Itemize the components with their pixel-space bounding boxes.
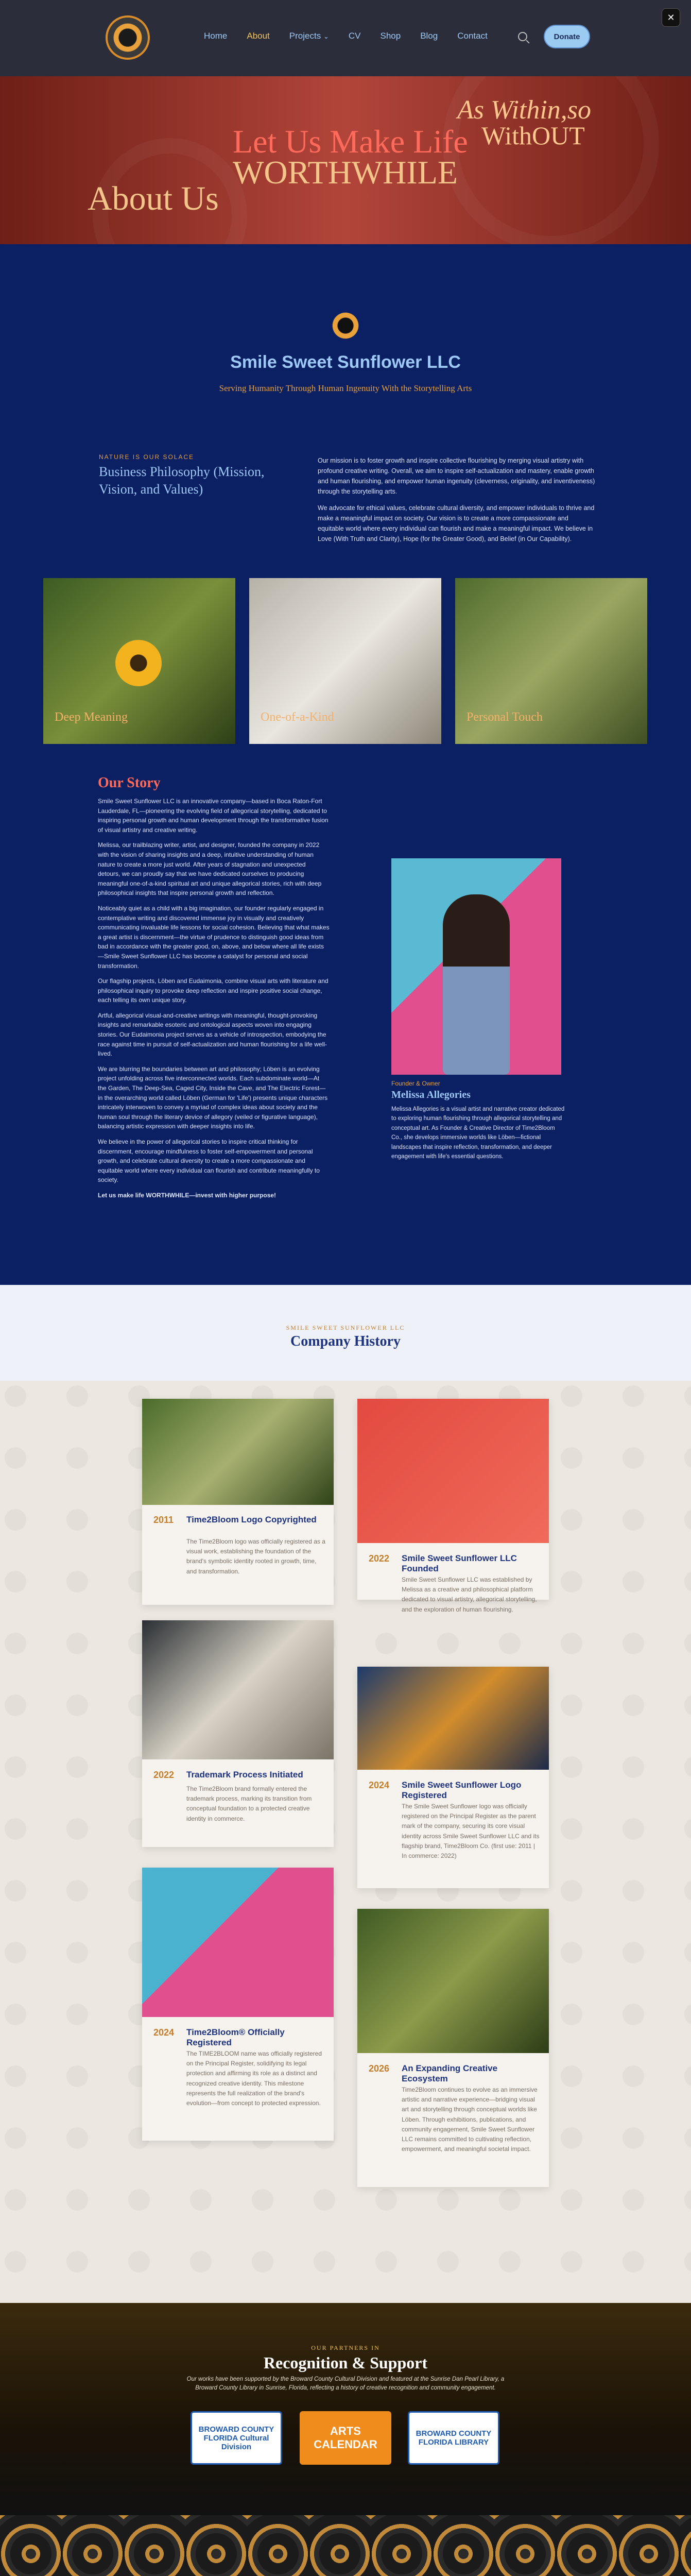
timeline-title: Smile Sweet Sunflower Logo Registered [402, 1780, 522, 1800]
story-paragraph: Artful, allegorical visual-and-creative writings with meaningful, thought-provoking insights and remarkable esoteric and ontological aspects woven into engaging stories. Our Eudaimonia project serves as a vehicle of introspection, embodying the race against time in pursuit of self-actualization and human flourishing for a life well-lived. [98, 1011, 327, 1058]
history-header [0, 1285, 691, 1381]
timeline-desc: The TIME2BLOOM name was officially registered on the Principal Register, solidifying its legal protection and affirming its role as a distinct and recognized creative identity. This milestone represents the full realization of the brand's evolution—from concept to protected expression. [186, 2050, 322, 2107]
nav-projects-label: Projects [289, 31, 321, 41]
partner-logo-text: BROWARD COUNTY FLORIDA Cultural Division [198, 2425, 274, 2451]
partner-logo-text: BROWARD COUNTY FLORIDA LIBRARY [416, 2429, 492, 2447]
hero-banner [0, 76, 691, 244]
timeline-card [357, 1909, 549, 2187]
founder-kicker: Founder & Owner [391, 1080, 440, 1087]
value-card-caption: One-of-a-Kind [261, 710, 334, 724]
value-card[interactable] [43, 578, 235, 744]
nav-contact[interactable]: Contact [457, 31, 488, 41]
timeline-desc: The Time2Bloom logo was officially registered as a visual work, establishing the foundation of the brand's symbolic identity rooted in growth, time, and transformation. [186, 1538, 325, 1575]
timeline-title: Trademark Process Initiated [186, 1770, 303, 1780]
main-nav [204, 31, 507, 41]
story-heading: Our Story [98, 775, 161, 791]
recognition-heading: Recognition & Support [263, 2353, 428, 2372]
timeline-card [142, 1620, 334, 1847]
timeline-photo [142, 1399, 334, 1505]
story-paragraph: Noticeably quiet as a child with a big imagination, our founder regularly engaged in contemplative writing and discovered immense joy in visually and creatively communicating invaluable life lessons for social cohesion. Believing that what makes a great artist is discernment—the virtue of prudence to distinguish good ideas from bad in accordance with the greater good, on, above, and below where all life exists—Smile Sweet Sunflower LLC has become a catalyst for personal and social transformation. [98, 904, 330, 970]
story-paragraph: We believe in the power of allegorical stories to inspire critical thinking for discernment, encourage mindfulness to foster self-empowerment and personal growth, and celebrate cultural diversity to create a more compassionate and equitable world where every individual can flourish and contribute meaningfully to society. [98, 1138, 320, 1184]
company-subtitle: Serving Humanity Through Human Ingenuity With the Storytelling Arts [219, 383, 472, 393]
timeline-title: Time2Bloom® Officially Registered [186, 2027, 285, 2047]
founder-name: Melissa Allegories [391, 1089, 471, 1100]
recognition-section [0, 2303, 691, 2515]
timeline-photo [142, 1620, 334, 1759]
hero-line-1: Let Us Make Life [233, 123, 468, 160]
nav-about[interactable]: About [247, 31, 270, 41]
story-paragraph: Our flagship projects, Löben and Eudaimonia, combine visual arts with literature and philosophical inquiry to provoke deep reflection and inspire positive social change, each telling its own unique story. [98, 977, 329, 1004]
broward-library-logo[interactable] [408, 2411, 499, 2465]
recognition-text: Our works have been supported by the Broward County Cultural Division and featured at the Sunrise Dan Pearl Library, a Broward County Library in Sunrise, Florida, reflecting a history of creative recognition and community engagement. [186, 2376, 505, 2392]
nav-home[interactable]: Home [204, 31, 228, 41]
timeline-photo [357, 1909, 549, 2053]
story-paragraph: Melissa, our trailblazing writer, artist, and designer, founded the company in 2022 with the vision of sharing insights and a deep, intuitive understanding of human nature to create a more just world. After years of stagnation and unexpected detours, we can proudly say that we have dedicated ourselves to producing meaningful one-of-a-kind spiritual art and unique allegorical stories, rich with deep philosophical insights that inspire personal growth and reflection. [98, 841, 322, 897]
timeline-photo [142, 1868, 334, 2017]
timeline-card [357, 1399, 549, 1613]
sunflower-photo [115, 640, 162, 686]
value-card-caption: Deep Meaning [55, 710, 128, 724]
company-title: Smile Sweet Sunflower LLC [230, 352, 461, 372]
hero-line-2: WORTHWHILE [233, 154, 458, 191]
timeline-year: 2024 [369, 1780, 390, 1790]
search-icon[interactable] [518, 32, 527, 41]
founder-bio: Melissa Allegories is a visual artist and narrative creator dedicated to exploring human flourishing through allegorical storytelling and conceptual art. As Founder & Creative Director of Time2Bloom Co., she develops immersive worlds like Löben—fictional landscapes that inspire reflection, transformation, and deeper engagement with life's essential questions. [391, 1106, 565, 1160]
philosophy-kicker: NATURE IS OUR SOLACE [99, 453, 195, 461]
history-timeline [0, 1381, 691, 2303]
history-kicker: SMILE SWEET SUNFLOWER LLC [286, 1324, 405, 1331]
value-card[interactable] [455, 578, 647, 744]
timeline-title: An Expanding Creative Ecosystem [402, 2063, 498, 2083]
footer-pattern [0, 2515, 691, 2576]
timeline-desc: Smile Sweet Sunflower LLC was established by Melissa as a creative and philosophical platform dedicated to visual artistry, allegorical storytelling, and the exploration of human flourishing. [402, 1576, 537, 1613]
story-paragraph: Smile Sweet Sunflower LLC is an innovative company—based in Boca Raton-Fort Lauderdale, FL—pioneering the evolving field of allegorical storytelling, dedicated to inspiring personal growth and human development through the transformative fusion of visual artistry and creative writing. [98, 798, 329, 834]
timeline-year: 2011 [153, 1515, 174, 1525]
nav-blog[interactable]: Blog [420, 31, 438, 41]
hero-right-line-2: WithOUT [481, 121, 585, 150]
hero-about-title: About Us [88, 180, 219, 217]
story-paragraph: We are blurring the boundaries between art and philosophy; Löben is an evolving project unfolding across five interconnected worlds. Each subdominate world—At the Garden, The Deep-Sea, Caged City, Inside the Cave, and The Electric Forest—in the overarching world called Löben (German for 'Life') presents unique characters intricately interwoven to convey a myriad of complex ideas about society and the human soul through the literary device of allegory (veiled or figurative language), balancing artistic expression with deeper insights into life. [98, 1065, 328, 1130]
timeline-desc: The Time2Bloom brand formally entered the trademark process, marking its transition from conceptual foundation to a protected creative identity in commerce. [186, 1785, 312, 1822]
timeline-card [357, 1667, 549, 1888]
story-text [98, 796, 330, 1206]
founder-photo [391, 858, 561, 1075]
sunflower-emblem [326, 306, 365, 345]
site-header [0, 0, 691, 76]
timeline-title: Smile Sweet Sunflower LLC Founded [402, 1553, 517, 1573]
broward-cultural-division-logo[interactable] [191, 2411, 282, 2465]
company-logo[interactable] [106, 15, 150, 60]
story-closing: Let us make life WORTHWHILE—invest with higher purpose! [98, 1191, 277, 1199]
donate-button[interactable]: Donate [544, 25, 590, 48]
philosophy-paragraph: We advocate for ethical values, celebrate cultural diversity, and empower individuals to thrive and make a meaningful impact on society. Our vision is to create a more compassionate and equitable world where every individual can flourish and make a meaningful impact. We believe in Love (With Truth and Clarity), Hope (for the Greater Good), and Belief (in Our Capability). [318, 504, 595, 543]
value-card[interactable] [249, 578, 441, 744]
value-cards [43, 578, 647, 744]
timeline-card [142, 1868, 334, 2141]
close-icon[interactable]: ✕ [662, 8, 680, 27]
timeline-desc: Time2Bloom continues to evolve as an immersive artistic and narrative experience—bridging visual art and storytelling through conceptual worlds like Löben. Through exhibitions, publications, and community engagement, Smile Sweet Sunflower LLC remains committed to cultivating reflection, empowerment, and meaningful societal impact. [402, 2086, 538, 2153]
timeline-photo [357, 1667, 549, 1770]
recognition-kicker: OUR PARTNERS IN [311, 2344, 380, 2351]
timeline-title: Time2Bloom Logo Copyrighted [186, 1515, 317, 1524]
philosophy-text [318, 455, 596, 550]
philosophy-paragraph: Our mission is to foster growth and inspire collective flourishing by merging visual artistry with profound creative writing. Overall, we aim to inspire self-actualization and mastery, enable growth and human flourishing, and empower human ingenuity (cleverness, originality, and inventiveness) through the storytelling arts. [318, 457, 595, 495]
timeline-desc: The Smile Sweet Sunflower logo was officially registered on the Principal Register as the parent mark of the company, securing its core visual identity across Smile Sweet Sunflower LLC and its flagship brand, Time2Bloom Co. (first use: 2011 | In commerce: 2022) [402, 1803, 540, 1859]
timeline-year: 2022 [369, 1553, 390, 1564]
timeline-year: 2024 [153, 2027, 175, 2038]
arts-calendar-logo[interactable] [300, 2411, 391, 2465]
value-card-caption: Personal Touch [467, 710, 543, 724]
history-heading: Company History [290, 1333, 401, 1349]
partner-logo-text: ARTS CALENDAR [314, 2425, 377, 2451]
about-section [0, 244, 691, 1285]
philosophy-heading: Business Philosophy (Mission, Vision, and Values) [99, 464, 265, 497]
chevron-down-icon: ⌄ [323, 32, 329, 40]
timeline-year: 2022 [153, 1770, 175, 1780]
nav-cv[interactable]: CV [348, 31, 361, 41]
nav-projects[interactable] [289, 31, 329, 41]
hero-right-line-1: As Within,so [457, 95, 592, 125]
nav-shop[interactable]: Shop [380, 31, 401, 41]
timeline-photo [357, 1399, 549, 1543]
timeline-card [142, 1399, 334, 1605]
timeline-year: 2026 [369, 2063, 390, 2074]
